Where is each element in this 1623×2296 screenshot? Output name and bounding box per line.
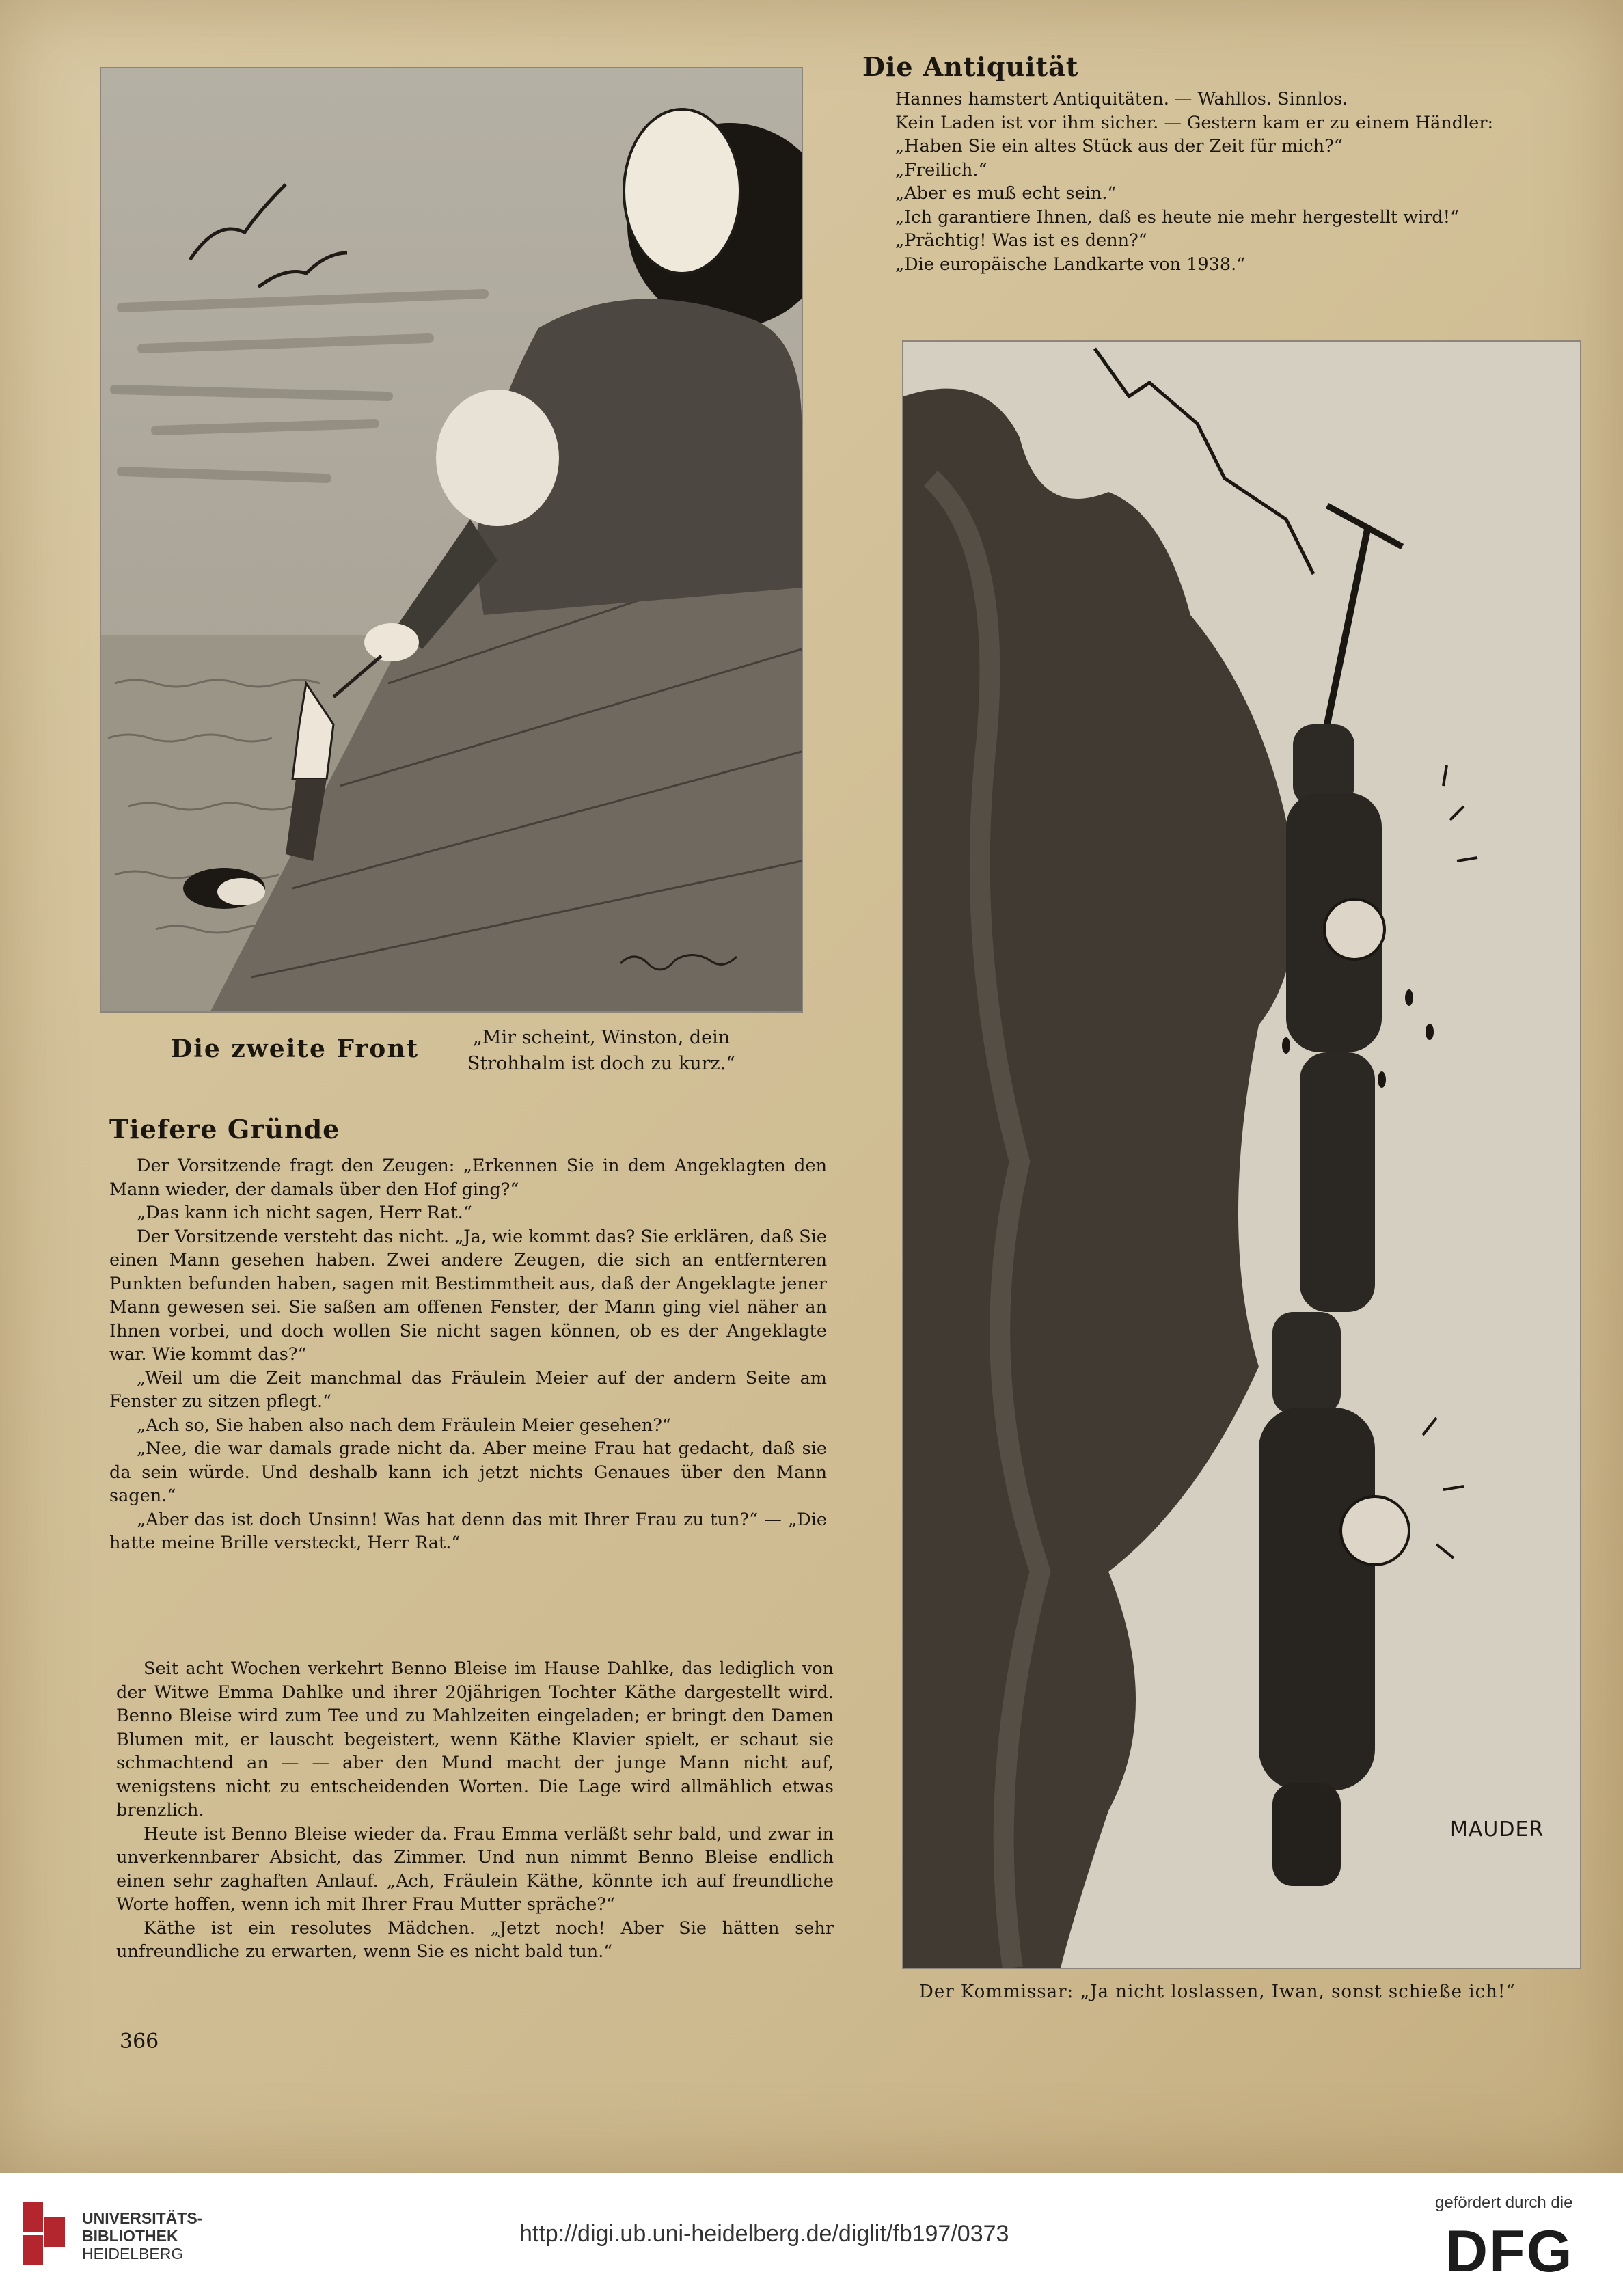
- digitization-footer: [0, 2173, 1623, 2296]
- article-paragraph: „Weil um die Zeit manchmal das Fräulein Meier auf der andern Seite am Fenster zu sitzen pflegt.“: [109, 1367, 827, 1412]
- library-logo[interactable]: [17, 2197, 222, 2272]
- article-paragraph: Heute ist Benno Bleise wieder da. Frau Emma verläßt sehr bald, und zwar in unverkennbarer Absicht, das Zimmer. Und nun nimmt Benno Bleise endlich einen sehr zaghaften Anlauf. „Ach, Fräulein Käthe, könnte ich auf freundliche Worte hoffen, wenn ich mit Ihrer Frau Mutter spräche?“: [116, 1823, 834, 1915]
- article-paragraph: Käthe ist ein resolutes Mädchen. „Jetzt noch! Aber Sie hätten sehr unfreundliche zu erwarten, wenn Sie es nicht bald tun.“: [116, 1917, 834, 1962]
- article-benno-bleise: [116, 1657, 834, 1964]
- source-url-link[interactable]: http://digi.ub.uni-heidelberg.de/diglit/fb197/0373: [519, 2221, 1009, 2247]
- article-paragraph: Seit acht Wochen verkehrt Benno Bleise im Hause Dahlke, das lediglich von der Witwe Emma Dahlke und ihrer 20jährigen Tochter Käthe dargestellt wird. Benno Bleise wird zum Tee und zu Mahlzeiten eingeladen; er bringt den Damen Blumen mit, er lauscht begeistert, wenn Käthe Klavier spielt, er schaut sie schmachtend an — — aber den Mund macht der junge Mann nicht auf, wenigstens nicht zu entscheidenden Worten. Die Lage wird allmählich etwas brenzlich.: [116, 1658, 834, 1820]
- article-heading: Die Antiquität: [862, 51, 1079, 82]
- dfg-logo[interactable]: DFG: [1445, 2219, 1574, 2284]
- article-antiquitaet: [862, 51, 1587, 276]
- article-paragraph: „Das kann ich nicht sagen, Herr Rat.“: [137, 1203, 472, 1223]
- article-line: „Prächtig! Was ist es denn?“: [895, 230, 1147, 251]
- library-emblem-icon: [17, 2197, 72, 2272]
- cartoon-caption-left: [171, 1025, 786, 1100]
- article-line: Kein Laden ist vor ihm sicher. — Gestern kam er zu einem Händler:: [895, 112, 1494, 133]
- article-line: „Ich garantiere Ihnen, daß es heute nie mehr hergestellt wird!“: [895, 206, 1460, 228]
- article-paragraph: Der Vorsitzende versteht das nicht. „Ja, wie kommt das? Sie erklären, daß Sie einen Mann gesehen haben. Zwei andere Zeugen, die sich an entfernteren Punkten befunden haben, sagen mit Bestimmtheit aus, daß der Angeklagte jener Mann gewesen sei. Sie saßen am offenen Fenster, der Mann ging viel näher an Ihnen vorbei, und doch wollen Sie nicht sagen können, ob es der Angeklagte war. Wie kommt das?“: [109, 1226, 827, 1365]
- cartoon-kommissar-drawing: [903, 342, 1580, 1968]
- article-paragraph: „Aber das ist doch Unsinn! Was hat denn das mit Ihrer Frau zu tun?“ — „Die hatte meine Brille versteckt, Herr Rat.“: [109, 1509, 827, 1553]
- cartoon-kommissar: [903, 342, 1580, 1968]
- page-number: 366: [120, 2030, 159, 2053]
- cartoon-signature: MAUDER: [1450, 1818, 1544, 1842]
- article-paragraph: „Ach so, Sie haben also nach dem Fräulein Meier gesehen?“: [137, 1414, 671, 1436]
- article-line: Hannes hamstert Antiquitäten. — Wahllos. Sinnlos.: [895, 89, 1348, 109]
- article-line: „Freilich.“: [895, 159, 987, 180]
- library-name-line3: HEIDELBERG: [82, 2245, 184, 2263]
- article-paragraph: Der Vorsitzende fragt den Zeugen: „Erkennen Sie in dem Angeklagten den Mann wieder, der damals über den Hof ging?“: [109, 1156, 827, 1200]
- cartoon-caption-quote: „Mir scheint, Winston, dein Strohhalm ist doch zu kurz.“: [467, 1027, 736, 1074]
- article-line: „Aber es muß echt sein.“: [895, 183, 1117, 204]
- article-paragraph: „Nee, die war damals grade nicht da. Aber meine Frau hat gedacht, daß sie da sein würde. Und deshalb kann ich jetzt nichts Genaues über den Mann sagen.“: [109, 1438, 827, 1506]
- cartoon-caption-right: Der Kommissar: „Ja nicht loslassen, Iwan, sonst schieße ich!“: [919, 1982, 1516, 2002]
- library-name-line1: UNIVERSITÄTS-: [82, 2209, 203, 2227]
- cartoon-zweite-front: [101, 68, 802, 1011]
- cartoon-caption-title: Die zweite Front: [171, 1035, 420, 1063]
- library-name-line2: BIBLIOTHEK: [82, 2227, 178, 2245]
- article-line: „Haben Sie ein altes Stück aus der Zeit für mich?“: [895, 136, 1343, 156]
- funded-by-label: gefördert durch die: [1435, 2194, 1573, 2212]
- article-heading: Tiefere Gründe: [109, 1114, 340, 1145]
- cartoon-zweite-front-drawing: [101, 68, 802, 1011]
- article-line: „Die europäische Landkarte von 1938.“: [895, 254, 1246, 275]
- article-tiefere-gruende: [109, 1114, 827, 1555]
